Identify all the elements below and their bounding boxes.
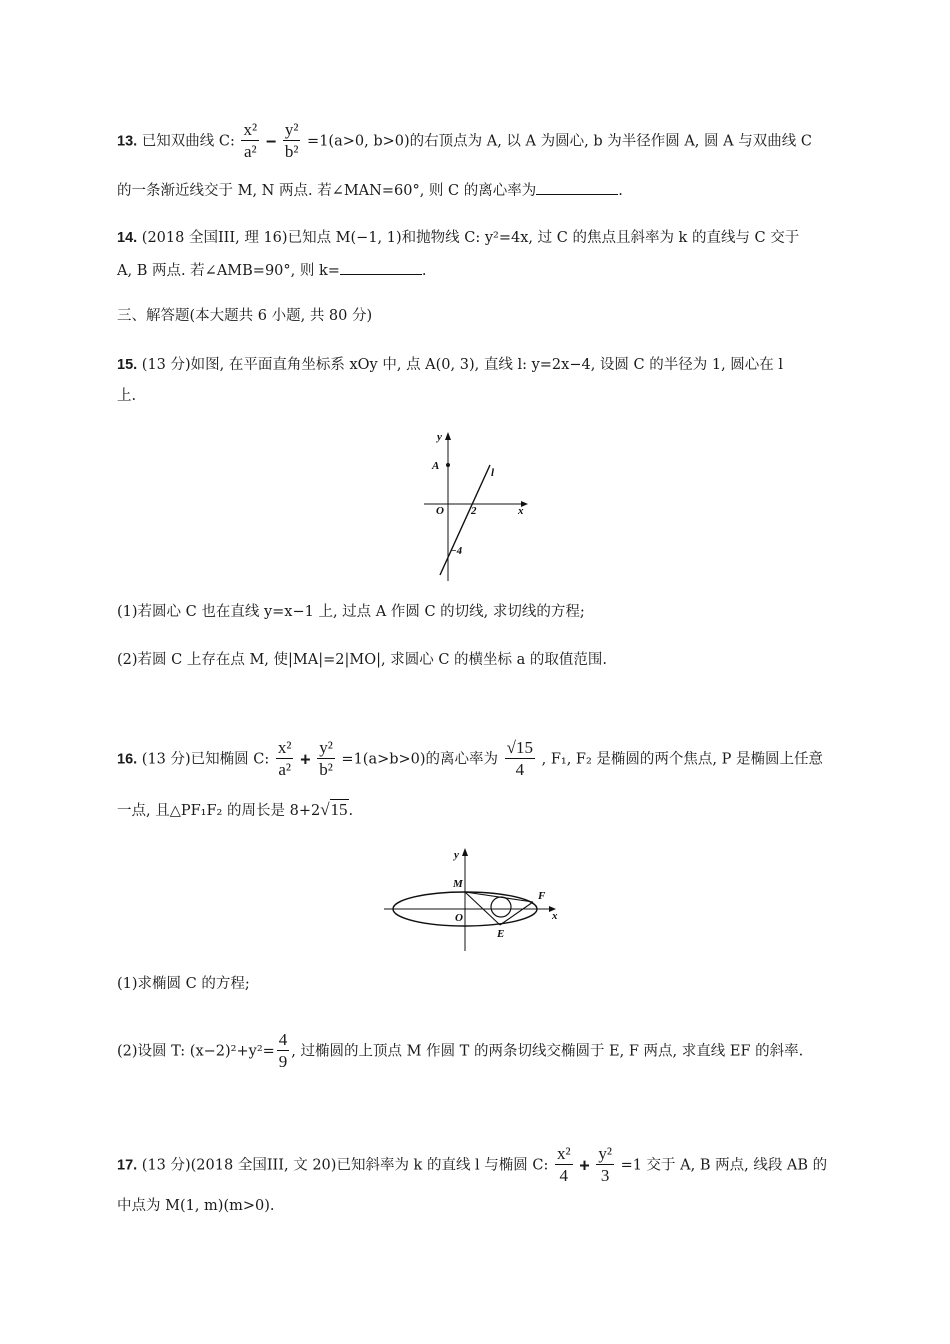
fig16-M-label: M <box>453 878 463 890</box>
q17-fraction-y: $\frac{\text{y²}}{3}$ <box>598 1144 612 1185</box>
sqrt-15: √15 <box>320 800 348 819</box>
fig15-l-label: l <box>491 467 495 479</box>
q13-text-pre: 已知双曲线 C: <box>141 133 235 150</box>
q13-fraction-y: $\frac{\text{y²}}{\text{b²}}$ <box>284 120 299 161</box>
fig15-minus4-label: −4 <box>450 545 463 557</box>
q16-fraction-4-9: $\frac{4}{9}$ <box>278 1030 288 1071</box>
q15-part2: (2)若圆 C 上存在点 M, 使|MA|=2|MO|, 求圆心 C 的横坐标 a 的取值范围. <box>117 652 607 668</box>
q16-part2: (2)设圆 T: (x−2)²+y²= $\frac{4}{9}$ , 过椭圆的上顶点 M 作圆 T 的两条切线交椭圆于 E, F 两点, 求直线 EF 的斜率. <box>117 1030 804 1071</box>
q14-line2: A, B 两点. 若∠AMB=90°, 则 k= . <box>117 260 427 281</box>
q16-number: 16. <box>117 751 138 768</box>
q15-number: 15. <box>117 357 138 373</box>
q14-number: 14. <box>117 230 138 246</box>
fig16-E-label: E <box>497 928 505 940</box>
answer-blank[interactable] <box>536 180 618 195</box>
q16-part1: (1)求椭圆 C 的方程; <box>117 976 250 992</box>
q13-line2: 的一条渐近线交于 M, N 两点. 若∠MAN=60°, 则 C 的离心率为 . <box>117 180 623 201</box>
q13-text-post: =1(a>0, b>0)的右顶点为 A, 以 A 为圆心, b 为半径作圆 A, 圆 A 与双曲线 C <box>307 133 812 150</box>
q16-eccentricity: $\frac{√15}{4}$ <box>506 738 534 779</box>
fig16-F-label: F <box>538 890 546 902</box>
fig15-O-label: O <box>436 505 444 517</box>
fig16-y-label: y <box>454 849 459 861</box>
q16-line2: 一点, 且△PF₁F₂ 的周长是 8+2√15. <box>117 800 354 819</box>
fig16-O-label: O <box>455 912 463 924</box>
q17-line1: 17. (13 分)(2018 全国III, 文 20)已知斜率为 k 的直线 l 与椭圆 C: $\frac{\text{x²}}{4}$ + $\frac{\text{y²}}{3}$ =1 交于 A, B 两点, 线段 AB 的 <box>117 1144 828 1185</box>
q17-line2: 中点为 M(1, m)(m>0). <box>117 1198 275 1214</box>
section-heading: 三、解答题(本大题共 6 小题, 共 80 分) <box>117 308 373 324</box>
q13-line1: 13. 已知双曲线 C: $\frac{\text{x²}}{\text{a²}}$ − $\frac{\text{y²}}{\text{b²}}$ =1(a>0, b>0)的右顶点为 A, 以 A 为圆心, b 为半径作圆 A, 圆 A 与双曲线 C <box>117 120 812 161</box>
answer-blank[interactable] <box>340 260 422 275</box>
q16-line1: 16. (13 分)已知椭圆 C: $\frac{\text{x²}}{\text{a²}}$ + $\frac{\text{y²}}{\text{b²}}$ =1(a>b>0)的离心率为 $\frac{√15}{4}$ , F₁, F₂ 是椭圆的两个焦点, P 是椭圆上任意 <box>117 738 824 779</box>
q14-line1: 14. (2018 全国III, 理 16)已知点 M(−1, 1)和抛物线 C: y²=4x, 过 C 的焦点且斜率为 k 的直线与 C 交于 <box>117 230 800 246</box>
q16-fraction-y: $\frac{\text{y²}}{\text{b²}}$ <box>319 738 333 779</box>
fig15-A-label: A <box>432 460 440 472</box>
fig16-x-label: x <box>552 910 558 922</box>
q16-fraction-x: $\frac{\text{x²}}{\text{a²}}$ <box>277 738 292 779</box>
q13-fraction-x: $\frac{\text{x²}}{\text{a²}}$ <box>243 120 258 161</box>
q17-fraction-x: $\frac{\text{x²}}{4}$ <box>557 1144 571 1185</box>
q15-part1: (1)若圆心 C 也在直线 y=x−1 上, 过点 A 作圆 C 的切线, 求切线的方程; <box>117 604 585 620</box>
fig15-x-label: x <box>518 505 524 517</box>
q15-line1: 15. (13 分)如图, 在平面直角坐标系 xOy 中, 点 A(0, 3), 直线 l: y=2x−4, 设圆 C 的半径为 1, 圆心在 l <box>117 357 784 373</box>
q15-line2: 上. <box>117 388 137 404</box>
fig15-2-label: 2 <box>471 505 477 517</box>
q15-figure <box>420 425 532 587</box>
fig15-y-label: y <box>437 431 442 443</box>
q13-number: 13. <box>117 133 138 150</box>
q16-figure <box>380 843 572 955</box>
q17-number: 17. <box>117 1157 138 1174</box>
